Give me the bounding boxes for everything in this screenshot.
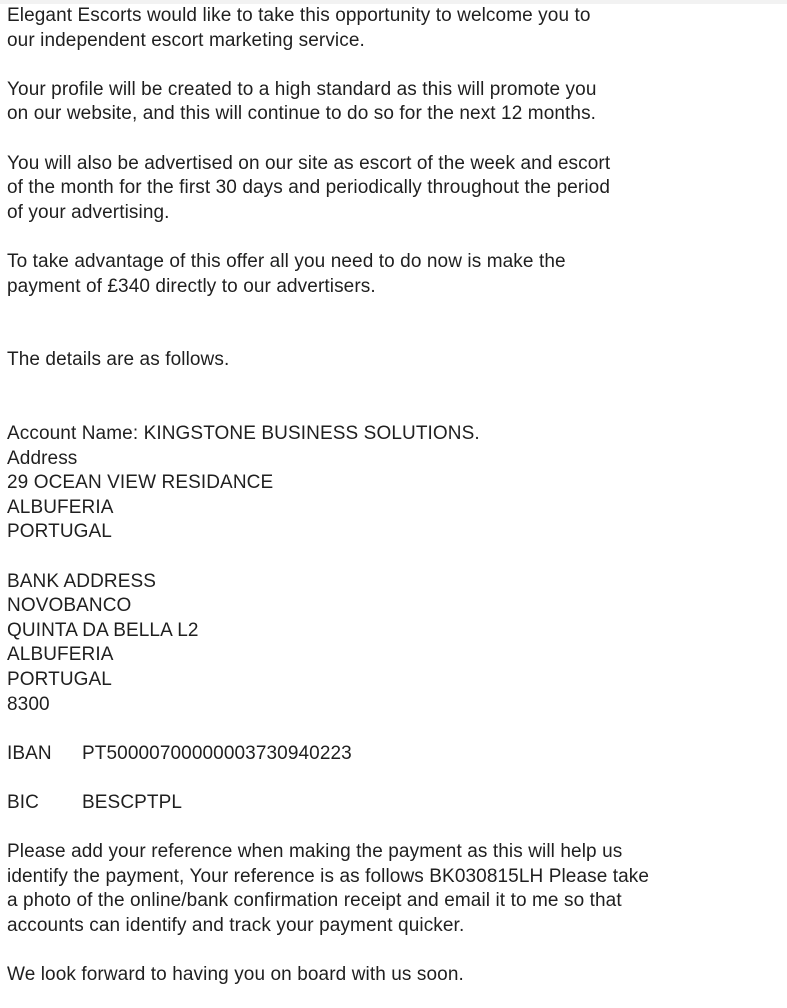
text-line: We look forward to having you on board with us soon. — [7, 964, 464, 986]
profile-paragraph — [7, 78, 777, 127]
text-line: QUINTA DA BELLA L2 — [7, 619, 199, 641]
text-line: of the month for the first 30 days and periodically throughout the period — [7, 177, 610, 199]
text-line: PORTUGAL — [7, 669, 112, 691]
text-line: of your advertising. — [7, 201, 170, 223]
text-line: our independent escort marketing service. — [7, 29, 365, 51]
advertising-paragraph — [7, 152, 777, 226]
iban-row — [7, 742, 777, 767]
text-line: PORTUGAL — [7, 521, 112, 543]
text-line: NOVOBANCO — [7, 595, 132, 617]
bic-label: BIC — [7, 792, 39, 813]
text-line: a photo of the online/bank confirmation receipt and email it to me so that — [7, 890, 622, 912]
letter-body — [0, 4, 787, 1008]
text-line: payment of £340 directly to our advertisers. — [7, 275, 376, 297]
iban-value: PT50000700000003730940223 — [82, 742, 352, 764]
text-line: ALBUFERIA — [7, 496, 114, 518]
text-line: ALBUFERIA — [7, 644, 114, 666]
text-line: 8300 — [7, 693, 50, 715]
text-line: Please add your reference when making the payment as this will help us — [7, 841, 623, 863]
iban-label: IBAN — [7, 742, 52, 764]
text-line: Account Name: KINGSTONE BUSINESS SOLUTIONS. — [7, 423, 480, 445]
text-line: Your profile will be created to a high standard as this will promote you — [7, 78, 597, 100]
text-line: You will also be advertised on our site as escort of the week and escort — [7, 152, 611, 174]
bic-row — [7, 791, 777, 816]
account-address-block — [7, 422, 777, 545]
text-line: The details are as follows. — [7, 349, 230, 371]
text-line: Elegant Escorts would like to take this opportunity to welcome you to — [7, 5, 591, 26]
bic-value: BESCPTPL — [82, 792, 183, 813]
bank-address-block — [7, 570, 777, 718]
text-line: Address — [7, 447, 78, 469]
text-line: To take advantage of this offer all you need to do now is make the — [7, 250, 566, 272]
closing-line — [7, 963, 777, 988]
text-line: identify the payment, Your reference is as follows BK030815LH Please take — [7, 865, 650, 887]
text-line: 29 OCEAN VIEW RESIDANCE — [7, 472, 274, 494]
text-line: BANK ADDRESS — [7, 570, 157, 592]
offer-paragraph — [7, 250, 777, 299]
text-line: on our website, and this will continue to do so for the next 12 months. — [7, 103, 597, 125]
intro-paragraph — [7, 4, 777, 53]
reference-paragraph — [7, 840, 777, 938]
details-intro-line — [7, 348, 777, 373]
text-line: accounts can identify and track your payment quicker. — [7, 914, 465, 936]
